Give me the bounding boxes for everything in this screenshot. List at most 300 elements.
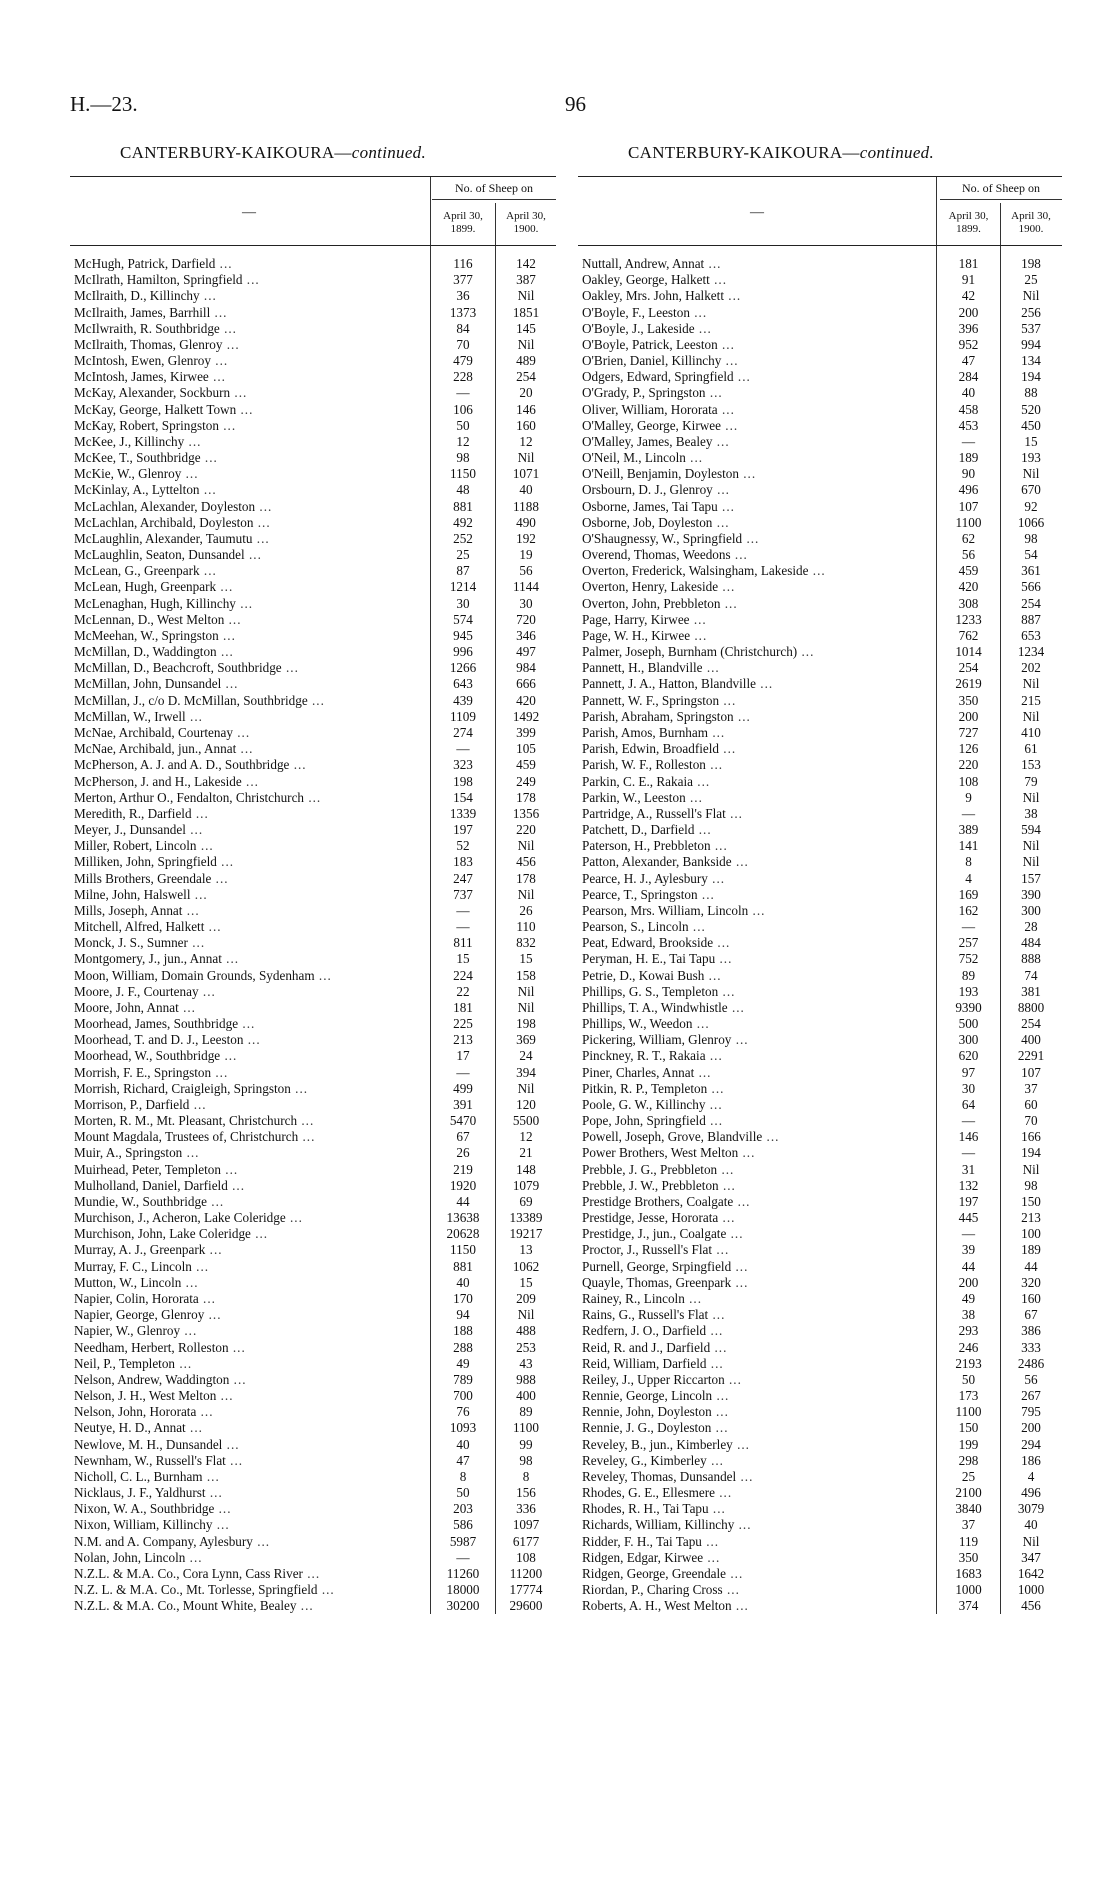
leader-dots: ... — [182, 1145, 200, 1161]
sheep-count-1899: — — [456, 741, 470, 757]
sheep-count-1899: 8 — [965, 854, 972, 870]
table-row — [578, 402, 1062, 418]
table-row — [70, 693, 556, 709]
table-row — [578, 1145, 1062, 1161]
sheep-count-1900: 160 — [1021, 1291, 1041, 1306]
leader-dots: ... — [317, 1582, 335, 1598]
owner-name: McKee, T., Southbridge ... — [74, 450, 218, 466]
sheep-count-1899: 189 — [958, 450, 979, 466]
table-row — [578, 1016, 1062, 1032]
sheep-count-1899: 198 — [453, 773, 473, 789]
leader-dots: ... — [205, 1242, 223, 1258]
sheep-count-1900: 15 — [519, 1274, 533, 1290]
table-row — [578, 822, 1062, 838]
owner-name: Overend, Thomas, Weedons ... — [582, 547, 748, 563]
leader-dots: ... — [718, 1177, 736, 1193]
sheep-count-1899: — — [456, 1549, 470, 1565]
sheep-count-1899: 1214 — [449, 579, 477, 595]
leader-dots: ... — [733, 1193, 751, 1209]
owner-name: O'Shaugnessy, W., Springfield ... — [582, 530, 760, 546]
table-row — [578, 256, 1062, 272]
table-row — [578, 984, 1062, 1000]
sheep-count-1899: 181 — [453, 999, 473, 1015]
sheep-count-1899: 154 — [453, 789, 473, 805]
owner-name: N.Z.L. & M.A. Co., Mount White, Bealey ... — [74, 1598, 314, 1614]
sheep-count-1899: 752 — [958, 951, 979, 967]
owner-name: McKee, J., Killinchy ... — [74, 433, 202, 449]
owner-name: Nixon, William, Killinchy ... — [74, 1517, 230, 1533]
table-row — [70, 1372, 556, 1388]
owner-name: Monck, J. S., Sumner ... — [74, 935, 206, 951]
table-row — [578, 1485, 1062, 1501]
table-row — [70, 450, 556, 466]
leader-dots: ... — [718, 579, 736, 595]
leader-dots: ... — [697, 886, 715, 902]
table-row — [578, 531, 1062, 547]
table-row — [70, 1259, 556, 1275]
owner-name: Nicklaus, J. F., Yaldhurst ... — [74, 1485, 223, 1501]
sheep-count-1899: 67 — [456, 1129, 470, 1145]
leader-dots: ... — [706, 1452, 724, 1468]
sheep-count-1899: 881 — [453, 1258, 473, 1274]
sheep-count-1899: 952 — [958, 336, 979, 352]
table-row — [70, 1210, 556, 1226]
table-row — [578, 757, 1062, 773]
owner-name: Rennie, J. G., Doyleston ... — [582, 1420, 729, 1436]
sheep-count-1900: 666 — [516, 676, 536, 692]
owner-name: Powell, Joseph, Grove, Blandville ... — [582, 1129, 780, 1145]
sheep-count-1900: Nil — [1022, 838, 1040, 854]
leader-dots: ... — [196, 1404, 214, 1420]
leader-dots: ... — [720, 417, 739, 433]
table-row — [70, 1420, 556, 1436]
leader-dots: ... — [694, 822, 712, 838]
table-row — [578, 418, 1062, 434]
sheep-count-1899: — — [456, 902, 470, 918]
table-row — [578, 1566, 1062, 1582]
left-date1-heading: April 30, 1899. — [443, 210, 483, 235]
sheep-count-1899: 284 — [958, 369, 979, 385]
sheep-count-1899: 881 — [453, 498, 473, 514]
sheep-count-1900: 189 — [1021, 1242, 1041, 1258]
owner-name: Patchett, D., Darfield ... — [582, 822, 712, 838]
leader-dots: ... — [185, 1549, 203, 1565]
owner-name: Napier, W., Glenroy ... — [74, 1323, 198, 1339]
sheep-count-1899: 727 — [958, 724, 979, 740]
sheep-count-1900: 29600 — [509, 1598, 543, 1614]
table-row — [70, 903, 556, 919]
sheep-count-1899: 90 — [961, 466, 976, 482]
sheep-count-1900: 386 — [1021, 1323, 1041, 1339]
sheep-count-1900: 320 — [1021, 1274, 1041, 1290]
table-row — [70, 919, 556, 935]
owner-name: O'Brien, Daniel, Killinchy ... — [582, 353, 739, 369]
sheep-count-1899: 219 — [453, 1161, 473, 1177]
sheep-count-1899: 1150 — [450, 466, 476, 482]
owner-name: Rennie, John, Doyleston ... — [582, 1404, 729, 1420]
sheep-count-1900: 390 — [1021, 886, 1041, 902]
table-row — [578, 1356, 1062, 1372]
leader-dots: ... — [228, 1339, 246, 1355]
sheep-count-1900: 202 — [1021, 660, 1041, 676]
sheep-count-1900: 21 — [519, 1145, 533, 1161]
owner-name: Nelson, J. H., West Melton ... — [74, 1388, 234, 1404]
table-row — [70, 1469, 556, 1485]
sheep-count-1900: 13 — [519, 1242, 533, 1258]
leader-dots: ... — [718, 1210, 736, 1226]
sheep-count-1899: 996 — [453, 644, 473, 660]
sheep-count-1900: 1062 — [512, 1258, 540, 1274]
table-row — [578, 790, 1062, 806]
owner-name: Pickering, William, Glenroy ... — [582, 1032, 749, 1048]
owner-name: Morrish, F. E., Springston ... — [74, 1064, 229, 1080]
sheep-count-1900: 19 — [519, 547, 533, 563]
sheep-count-1899: 574 — [453, 611, 473, 627]
leader-dots: ... — [725, 805, 743, 821]
owner-name: Riordan, P., Charing Cross ... — [582, 1582, 740, 1598]
sheep-count-1900: 346 — [516, 627, 536, 643]
sheep-count-1899: 47 — [456, 1452, 470, 1468]
sheep-count-1900: Nil — [1022, 854, 1040, 870]
table-row — [578, 305, 1062, 321]
sheep-count-1900: Nil — [1022, 676, 1040, 692]
leader-dots: ... — [281, 660, 299, 676]
leader-dots: ... — [717, 498, 735, 514]
leader-dots: ... — [224, 611, 242, 627]
table-row — [70, 1534, 556, 1550]
owner-name: Parish, Abraham, Springston ... — [582, 708, 751, 724]
owner-name: Moorhead, T. and D. J., Leeston ... — [74, 1032, 261, 1048]
owner-name: Moore, J. F., Courtenay ... — [74, 983, 216, 999]
table-row — [578, 854, 1062, 870]
leader-dots: ... — [221, 951, 240, 967]
sheep-count-1900: 294 — [1021, 1436, 1041, 1452]
leader-dots: ... — [705, 1113, 724, 1129]
right-name-column-heading: — — [750, 205, 764, 220]
owner-name: Moon, William, Domain Grounds, Sydenham ... — [74, 967, 332, 983]
table-row — [578, 660, 1062, 676]
table-row — [578, 1242, 1062, 1258]
leader-dots: ... — [731, 1032, 749, 1048]
leader-dots: ... — [711, 1420, 729, 1436]
leader-dots: ... — [713, 935, 731, 951]
owner-name: McLean, Hugh, Greenpark ... — [74, 579, 234, 595]
table-row — [70, 531, 556, 547]
sheep-count-1899: 12 — [456, 433, 470, 449]
leader-dots: ... — [175, 1355, 193, 1371]
table-row — [70, 369, 556, 385]
sheep-count-1899: 162 — [958, 902, 979, 918]
leader-dots: ... — [707, 870, 726, 886]
sheep-count-1900: 489 — [516, 353, 536, 369]
sheep-count-1900: 12 — [519, 1129, 533, 1145]
leader-dots: ... — [219, 320, 237, 336]
sheep-count-1899: 26 — [456, 1145, 470, 1161]
sheep-count-1899: 374 — [958, 1598, 979, 1614]
leader-dots: ... — [205, 1485, 223, 1501]
sheep-count-1900: 110 — [516, 919, 536, 935]
table-row — [70, 1129, 556, 1145]
sheep-count-1899: 91 — [961, 272, 976, 288]
owner-name: Petrie, D., Kowai Bush ... — [582, 967, 722, 983]
owner-name: McLennan, D., West Melton ... — [74, 611, 242, 627]
leader-dots: ... — [706, 1323, 724, 1339]
owner-name: Reveley, G., Kimberley ... — [582, 1452, 724, 1468]
owner-name: Napier, George, Glenroy ... — [74, 1307, 222, 1323]
sheep-count-1899: — — [456, 1064, 470, 1080]
sheep-count-1900: 54 — [1024, 547, 1038, 563]
owner-name: Nicholl, C. L., Burnham ... — [74, 1468, 220, 1484]
sheep-count-1899: 1339 — [449, 805, 477, 821]
table-row — [70, 1242, 556, 1258]
owner-name: McLaughlin, Alexander, Taumutu ... — [74, 530, 270, 546]
sheep-count-1900: 400 — [1021, 1032, 1041, 1048]
owner-name: Morrish, Richard, Craigleigh, Springston ... — [74, 1080, 309, 1096]
leader-dots: ... — [216, 854, 235, 870]
table-row — [578, 1501, 1062, 1517]
table-row — [70, 725, 556, 741]
table-row — [70, 1485, 556, 1501]
sheep-count-1900: 120 — [516, 1096, 536, 1112]
sheep-count-1900: 490 — [516, 514, 536, 530]
right-section-title-main: CANTERBURY-KAIKOURA— — [628, 143, 860, 162]
sheep-count-1900: 56 — [519, 563, 533, 579]
owner-name: Nelson, Andrew, Waddington ... — [74, 1371, 247, 1387]
table-row — [70, 790, 556, 806]
leader-dots: ... — [304, 789, 322, 805]
sheep-count-1899: 183 — [453, 854, 473, 870]
sheep-count-1900: 108 — [516, 1549, 536, 1565]
sheep-count-1899: 56 — [961, 547, 976, 563]
sheep-count-1900: 70 — [1024, 1113, 1038, 1129]
left-table — [70, 176, 556, 1614]
sheep-count-1899: 643 — [453, 676, 473, 692]
leader-dots: ... — [241, 773, 259, 789]
owner-name: Prebble, J. W., Prebbleton ... — [582, 1177, 736, 1193]
table-row — [70, 499, 556, 515]
sheep-count-1899: 9 — [965, 789, 972, 805]
table-row — [578, 369, 1062, 385]
owner-name: McLean, G., Greenpark ... — [74, 563, 217, 579]
leader-dots: ... — [302, 1565, 321, 1581]
table-row — [578, 272, 1062, 288]
table-row — [70, 353, 556, 369]
leader-dots: ... — [720, 595, 738, 611]
owner-name: Reid, R. and J., Darfield ... — [582, 1339, 728, 1355]
leader-dots: ... — [187, 935, 206, 951]
table-row — [578, 1275, 1062, 1291]
leader-dots: ... — [732, 1436, 750, 1452]
sheep-count-1899: 420 — [958, 579, 979, 595]
sheep-count-1900: 795 — [1021, 1404, 1041, 1420]
sheep-count-1899: 107 — [958, 498, 979, 514]
owner-name: McMillan, D., Waddington ... — [74, 644, 234, 660]
sheep-count-1900: 44 — [1024, 1258, 1038, 1274]
leader-dots: ... — [703, 1549, 721, 1565]
table-row — [70, 838, 556, 854]
owner-name: Overton, Henry, Lakeside ... — [582, 579, 736, 595]
sheep-count-1899: 40 — [456, 1436, 470, 1452]
owner-name: Parish, W. F., Rolleston ... — [582, 757, 724, 773]
table-row — [70, 806, 556, 822]
leader-dots: ... — [711, 1404, 729, 1420]
leader-dots: ... — [712, 1242, 730, 1258]
owner-name: Ridder, F. H., Tai Tapu ... — [582, 1533, 720, 1549]
leader-dots: ... — [730, 547, 748, 563]
owner-name: Moorhead, W., Southbridge ... — [74, 1048, 238, 1064]
table-row — [70, 757, 556, 773]
sheep-count-1900: 1071 — [512, 466, 540, 482]
owner-name: Reveley, B., jun., Kimberley ... — [582, 1436, 750, 1452]
sheep-count-1899: 288 — [453, 1339, 473, 1355]
owner-name: Phillips, W., Weedon ... — [582, 1016, 710, 1032]
table-row — [70, 660, 556, 676]
table-row — [70, 1437, 556, 1453]
leader-dots: ... — [797, 644, 815, 660]
sheep-count-1900: 28 — [1024, 919, 1038, 935]
sheep-count-1899: 42 — [961, 288, 976, 304]
sheep-count-1900: 484 — [1021, 935, 1041, 951]
sheep-count-1900: 24 — [519, 1048, 533, 1064]
table-row — [578, 887, 1062, 903]
table-row — [70, 1453, 556, 1469]
leader-dots: ... — [181, 1274, 199, 1290]
sheep-count-1900: 720 — [516, 611, 536, 627]
table-row — [578, 709, 1062, 725]
sheep-count-1899: 300 — [958, 1032, 979, 1048]
owner-name: Mitchell, Alfred, Halkett ... — [74, 919, 222, 935]
sheep-count-1900: 220 — [516, 822, 536, 838]
owner-name: McPherson, J. and H., Lakeside ... — [74, 773, 259, 789]
leader-dots: ... — [733, 369, 751, 385]
owner-name: Ridgen, George, Greendale ... — [582, 1565, 744, 1581]
sheep-count-1900: 254 — [1021, 595, 1041, 611]
table-row — [70, 482, 556, 498]
owner-name: Parish, Edwin, Broadfield ... — [582, 741, 737, 757]
owner-name: Mulholland, Daniel, Darfield ... — [74, 1177, 246, 1193]
sheep-count-1899: 30 — [961, 1080, 976, 1096]
sheep-count-1900: 369 — [516, 1032, 536, 1048]
sheep-count-1900: 200 — [1021, 1420, 1041, 1436]
leader-dots: ... — [199, 482, 217, 498]
table-row — [70, 1550, 556, 1566]
leader-dots: ... — [243, 1032, 261, 1048]
sheep-count-1900: 399 — [516, 724, 536, 740]
sheep-count-1900: 653 — [1021, 627, 1041, 643]
sheep-count-1899: 84 — [456, 320, 470, 336]
table-row — [70, 1501, 556, 1517]
sheep-count-1900: 107 — [1021, 1064, 1041, 1080]
leader-dots: ... — [717, 401, 735, 417]
sheep-count-1900: Nil — [517, 1307, 535, 1323]
leader-dots: ... — [296, 1598, 314, 1614]
sheep-count-1899: 377 — [453, 272, 473, 288]
sheep-count-1899: 586 — [453, 1517, 473, 1533]
owner-name: McNae, Archibald, Courtenay ... — [74, 724, 251, 740]
sheep-count-1899: 298 — [958, 1452, 979, 1468]
owner-name: McNae, Archibald, jun., Annat ... — [74, 741, 254, 757]
sheep-count-1899: 15 — [456, 951, 470, 967]
owner-name: O'Malley, James, Bealey ... — [582, 433, 730, 449]
sheep-count-1899: 38 — [961, 1307, 976, 1323]
leader-dots: ... — [252, 1533, 271, 1549]
sheep-count-1899: — — [961, 919, 976, 935]
sheep-count-1900: 1079 — [512, 1177, 540, 1193]
owner-name: McLenaghan, Hugh, Killinchy ... — [74, 595, 254, 611]
table-row — [70, 466, 556, 482]
table-row — [578, 1372, 1062, 1388]
owner-name: Oakley, Mrs. John, Halkett ... — [582, 288, 742, 304]
table-row — [70, 774, 556, 790]
table-row — [578, 1129, 1062, 1145]
sheep-count-1899: — — [456, 385, 470, 401]
sheep-count-1900: Nil — [517, 983, 535, 999]
leader-dots: ... — [230, 385, 248, 401]
right-header-rule — [936, 177, 937, 245]
owner-name: Partridge, A., Russell's Flat ... — [582, 805, 743, 821]
sheep-count-1899: 350 — [958, 1549, 979, 1565]
sheep-count-1899: 1093 — [449, 1420, 477, 1436]
leader-dots: ... — [200, 450, 218, 466]
table-row — [70, 1388, 556, 1404]
sheep-count-1900: 186 — [1021, 1452, 1041, 1468]
sheep-count-1900: 92 — [1024, 498, 1038, 514]
owner-name: Pearson, S., Lincoln ... — [582, 919, 706, 935]
sheep-count-1900: 537 — [1021, 320, 1041, 336]
leader-dots: ... — [191, 805, 209, 821]
owner-name: McLachlan, Alexander, Doyleston ... — [74, 498, 273, 514]
owner-name: Reid, William, Darfield ... — [582, 1355, 724, 1371]
leader-dots: ... — [298, 1129, 316, 1145]
sheep-count-1900: 98 — [519, 1452, 533, 1468]
sheep-count-1900: 40 — [1024, 1517, 1038, 1533]
sheep-count-1899: 36 — [456, 288, 470, 304]
leader-dots: ... — [211, 1064, 229, 1080]
table-row — [578, 968, 1062, 984]
sheep-count-1899: 30 — [456, 595, 470, 611]
leader-dots: ... — [238, 1016, 256, 1032]
sheep-count-1899: 308 — [958, 595, 979, 611]
owner-name: Meredith, R., Darfield ... — [74, 805, 209, 821]
sheep-count-1899: 293 — [958, 1323, 979, 1339]
leader-dots: ... — [715, 951, 733, 967]
table-row — [70, 1517, 556, 1533]
sheep-count-1899: 87 — [456, 563, 470, 579]
owner-name: Pannett, J. A., Hatton, Blandville ... — [582, 676, 774, 692]
table-row — [578, 1097, 1062, 1113]
left-section-title — [120, 143, 426, 163]
sheep-count-1899: 18000 — [446, 1582, 480, 1598]
owner-name: Ridgen, Edgar, Kirwee ... — [582, 1549, 721, 1565]
table-row — [578, 1598, 1062, 1614]
sheep-count-1899: 453 — [958, 417, 979, 433]
leader-dots: ... — [692, 1016, 710, 1032]
leader-dots: ... — [762, 1129, 780, 1145]
table-row — [70, 854, 556, 870]
leader-dots: ... — [708, 724, 726, 740]
owner-name: Mutton, W., Lincoln ... — [74, 1274, 199, 1290]
sheep-count-1900: 30 — [519, 595, 533, 611]
table-row — [578, 1032, 1062, 1048]
table-row — [70, 418, 556, 434]
sheep-count-1899: 40 — [961, 385, 976, 401]
sheep-count-1899: 193 — [958, 983, 979, 999]
sheep-count-1899: 50 — [456, 1485, 470, 1501]
owner-name: McMillan, W., Irwell ... — [74, 708, 203, 724]
owner-name: McKay, Robert, Springston ... — [74, 417, 237, 433]
table-row — [578, 1582, 1062, 1598]
owner-name: Pope, John, Springfield ... — [582, 1113, 724, 1129]
